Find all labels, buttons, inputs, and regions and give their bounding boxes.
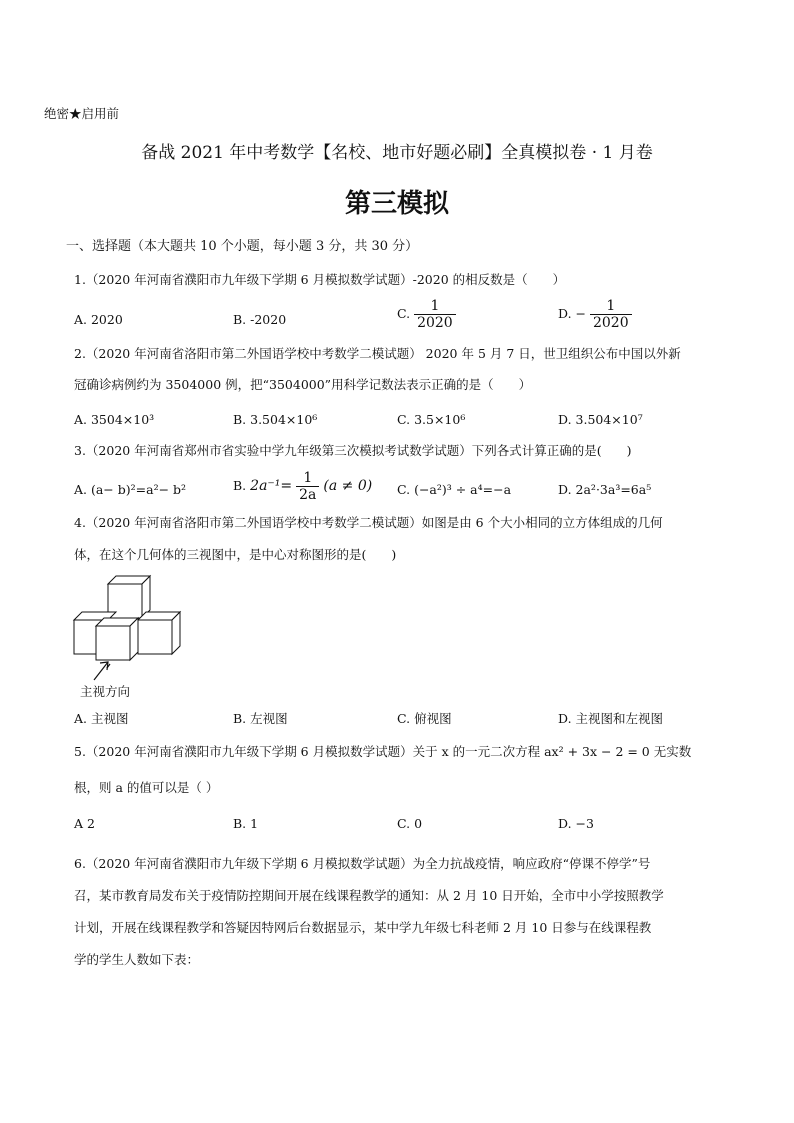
- fraction-denominator: 2020: [414, 314, 456, 331]
- exam-title: 备战 2021 年中考数学【名校、地市好题必刷】全真模拟卷 · 1 月卷: [141, 143, 653, 163]
- q4-option-b[interactable]: B. 左视图: [233, 711, 288, 726]
- q5-option-a[interactable]: A 2: [74, 816, 95, 831]
- q3-option-b[interactable]: [233, 470, 372, 503]
- fraction-numerator: 1: [303, 470, 313, 486]
- q4-option-a[interactable]: A. 主视图: [74, 711, 129, 726]
- secret-label: 绝密★启用前: [44, 106, 120, 121]
- question-1-text: 1.（2020 年河南省濮阳市九年级下学期 6 月模拟数学试题）-2020 的相反数是（ ）: [74, 272, 566, 287]
- q5-option-c[interactable]: C. 0: [397, 816, 423, 831]
- question-5-line-2: 根，则 a 的值可以是（ ）: [74, 780, 219, 795]
- q1-option-c-fraction: [414, 298, 456, 331]
- q3-option-b-fraction: [296, 470, 319, 503]
- question-6-line-1: 6.（2020 年河南省濮阳市九年级下学期 6 月模拟数学试题）为全力抗战疫情，响应政府“停课不停学”号: [74, 856, 651, 871]
- section-heading: 一、选择题（本大题共 10 个小题，每小题 3 分，共 30 分）: [66, 239, 419, 254]
- fraction-denominator: 2a: [296, 486, 319, 503]
- q5-option-d[interactable]: D. −3: [558, 816, 594, 831]
- q3-option-b-lhs: 2a⁻¹=: [250, 478, 293, 494]
- q2-option-a[interactable]: A. 3504×10³: [74, 412, 155, 427]
- q2-option-b[interactable]: B. 3.504×10⁶: [233, 412, 318, 427]
- question-4-line-1: 4.（2020 年河南省洛阳市第二外国语学校中考数学二模试题）如图是由 6 个大小相同的立方体组成的几何: [74, 515, 663, 530]
- q1-option-d-label: D. −: [558, 306, 586, 321]
- figure-label: 主视方向: [80, 684, 131, 699]
- q2-option-c[interactable]: C. 3.5×10⁶: [397, 412, 466, 427]
- question-2-line-2: 冠确诊病例约为 3504000 例，把“3504000”用科学记数法表示正确的是（ ）: [74, 377, 532, 392]
- q1-option-a[interactable]: A. 2020: [74, 312, 123, 327]
- q1-option-d[interactable]: [558, 298, 632, 331]
- q2-option-d[interactable]: D. 3.504×10⁷: [558, 412, 643, 427]
- q4-option-c[interactable]: C. 俯视图: [397, 711, 452, 726]
- q3-option-b-condition: (a ≠ 0): [323, 478, 373, 494]
- question-4-line-2: 体，在这个几何体的三视图中，是中心对称图形的是( ): [74, 547, 397, 562]
- fraction-denominator: 2020: [590, 314, 632, 331]
- page-title: 第三模拟: [344, 189, 449, 219]
- arrow-icon: [90, 658, 114, 682]
- fraction-numerator: 1: [606, 298, 616, 314]
- q3-option-d[interactable]: D. 2a²·3a³=6a⁵: [558, 482, 652, 497]
- q3-option-b-label: B.: [233, 478, 247, 493]
- question-5-line-1: 5.（2020 年河南省濮阳市九年级下学期 6 月模拟数学试题）关于 x 的一元二次方程 ax² + 3x − 2 = 0 无实数: [74, 744, 692, 759]
- q1-option-c-label: C.: [397, 306, 411, 321]
- question-2-line-1: 2.（2020 年河南省洛阳市第二外国语学校中考数学二模试题） 2020 年 5 月 7 日，世卫组织公布中国以外新: [74, 346, 681, 361]
- q3-option-a[interactable]: A. (a− b)²=a²− b²: [74, 482, 187, 497]
- q5-option-b[interactable]: B. 1: [233, 816, 259, 831]
- q4-option-d[interactable]: D. 主视图和左视图: [558, 711, 664, 726]
- question-3-text: 3.（2020 年河南省郑州市省实验中学九年级第三次模拟考试数学试题）下列各式计算正确的是( ): [74, 443, 632, 458]
- question-6-line-2: 召，某市教育局发布关于疫情防控期间开展在线课程教学的通知：从 2 月 10 日开始，全市中小学按照教学: [74, 888, 664, 903]
- fraction-numerator: 1: [430, 298, 440, 314]
- q3-option-c[interactable]: C. (−a²)³ ÷ a⁴=−a: [397, 482, 512, 497]
- q1-option-d-fraction: [590, 298, 632, 331]
- q1-option-c[interactable]: [397, 298, 456, 331]
- q1-option-b[interactable]: B. -2020: [233, 312, 287, 327]
- cube-figure: [70, 572, 190, 668]
- question-6-line-4: 学的学生人数如下表：: [74, 952, 200, 967]
- question-6-line-3: 计划，开展在线课程教学和答疑因特网后台数据显示，某中学九年级七科老师 2 月 10 日参与在线课程教: [74, 920, 652, 935]
